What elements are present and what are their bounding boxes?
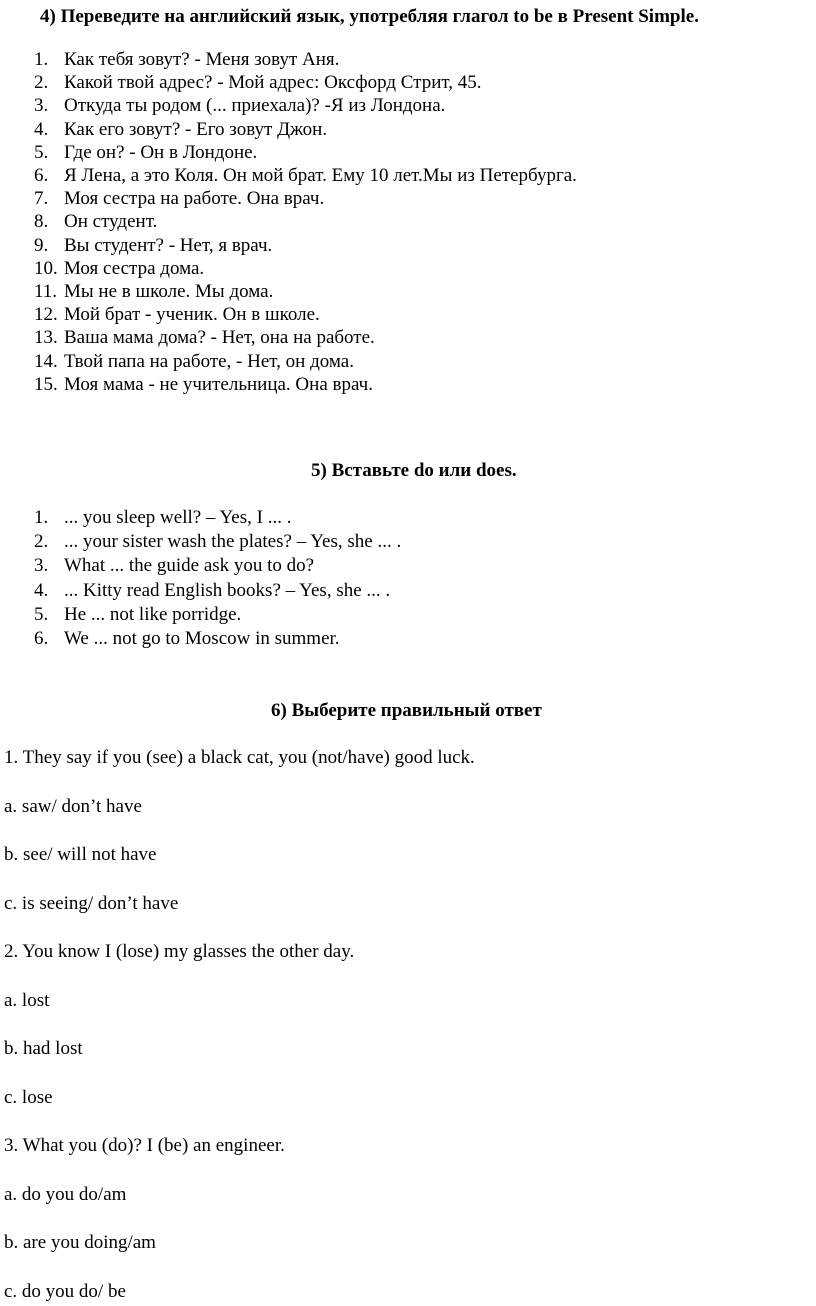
answer-option: a. do you do/am bbox=[4, 1183, 127, 1205]
item-number: 1. bbox=[34, 49, 49, 70]
item-number: 6. bbox=[34, 628, 49, 649]
item-text: Как его зовут? - Его зовут Джон. bbox=[64, 118, 328, 140]
question-line: 3. What you (do)? I (be) an engineer. bbox=[4, 1135, 285, 1156]
item-number: 1. bbox=[34, 507, 49, 528]
item-number: 8. bbox=[34, 211, 49, 233]
item-text: Откуда ты родом (... приехала)? -Я из Лондона. bbox=[64, 95, 446, 117]
item-number: 2. bbox=[34, 531, 49, 553]
item-number: 12. bbox=[34, 304, 58, 326]
section-6-heading: 6) Выберите правильный ответ bbox=[271, 700, 542, 721]
item-number: 3. bbox=[34, 555, 49, 577]
item-text: Моя мама - не учительница. Она врач. bbox=[64, 373, 373, 395]
item-number: 3. bbox=[34, 95, 49, 117]
answer-option: b. are you doing/am bbox=[4, 1232, 156, 1253]
item-number: 11. bbox=[34, 281, 58, 302]
item-number: 15. bbox=[34, 373, 58, 395]
item-text: Ваша мама дома? - Нет, она на работе. bbox=[64, 327, 375, 349]
item-text: Моя сестра дома. bbox=[64, 257, 205, 279]
item-text: Мой брат - ученик. Он в школе. bbox=[64, 304, 320, 326]
answer-option: b. had lost bbox=[4, 1038, 83, 1059]
item-text: ... Kitty read English books? – Yes, she ... . bbox=[64, 579, 391, 601]
answer-option: a. saw/ don’t have bbox=[4, 795, 142, 817]
item-text: ... you sleep well? – Yes, I ... . bbox=[64, 507, 292, 528]
item-text: Я Лена, а это Коля. Он мой брат. Ему 10 лет.Мы из Петербурга. bbox=[64, 165, 577, 186]
answer-option: b. see/ will not have bbox=[4, 844, 157, 865]
item-number: 13. bbox=[34, 327, 58, 349]
item-number: 6. bbox=[34, 165, 49, 186]
item-number: 5. bbox=[34, 603, 49, 625]
item-text: He ... not like porridge. bbox=[64, 603, 242, 625]
item-number: 14. bbox=[34, 350, 58, 372]
item-text: Вы студент? - Нет, я врач. bbox=[64, 234, 273, 256]
section-5-heading: 5) Вставьте do или does. bbox=[311, 460, 517, 481]
item-text: Какой твой адрес? - Мой адрес: Оксфорд Стрит, 45. bbox=[64, 72, 482, 94]
item-text: Моя сестра на работе. Она врач. bbox=[64, 188, 325, 210]
item-text: We ... not go to Moscow in summer. bbox=[64, 628, 340, 649]
item-number: 2. bbox=[34, 72, 49, 94]
item-text: Где он? - Он в Лондоне. bbox=[64, 141, 258, 163]
item-text: Твой папа на работе, - Нет, он дома. bbox=[64, 350, 354, 372]
item-number: 10. bbox=[34, 257, 58, 279]
section-4-heading: 4) Переведите на английский язык, употребляя глагол to be в Present Simple. bbox=[40, 6, 699, 27]
item-number: 5. bbox=[34, 141, 49, 163]
item-number: 7. bbox=[34, 188, 49, 210]
answer-option: c. do you do/ be bbox=[4, 1280, 126, 1302]
question-line: 1. They say if you (see) a black cat, you (not/have) good luck. bbox=[4, 747, 475, 768]
answer-option: c. is seeing/ don’t have bbox=[4, 892, 179, 914]
item-text: What ... the guide ask you to do? bbox=[64, 555, 315, 577]
answer-option: a. lost bbox=[4, 989, 50, 1011]
item-text: Мы не в школе. Мы дома. bbox=[64, 281, 274, 302]
item-text: ... your sister wash the plates? – Yes, she ... . bbox=[64, 531, 402, 553]
item-number: 4. bbox=[34, 118, 49, 140]
item-number: 4. bbox=[34, 579, 49, 601]
item-number: 9. bbox=[34, 234, 49, 256]
answer-option: c. lose bbox=[4, 1086, 53, 1108]
item-text: Он студент. bbox=[64, 211, 158, 233]
question-line: 2. You know I (lose) my glasses the other day. bbox=[4, 941, 355, 962]
item-text: Как тебя зовут? - Меня зовут Аня. bbox=[64, 49, 340, 70]
